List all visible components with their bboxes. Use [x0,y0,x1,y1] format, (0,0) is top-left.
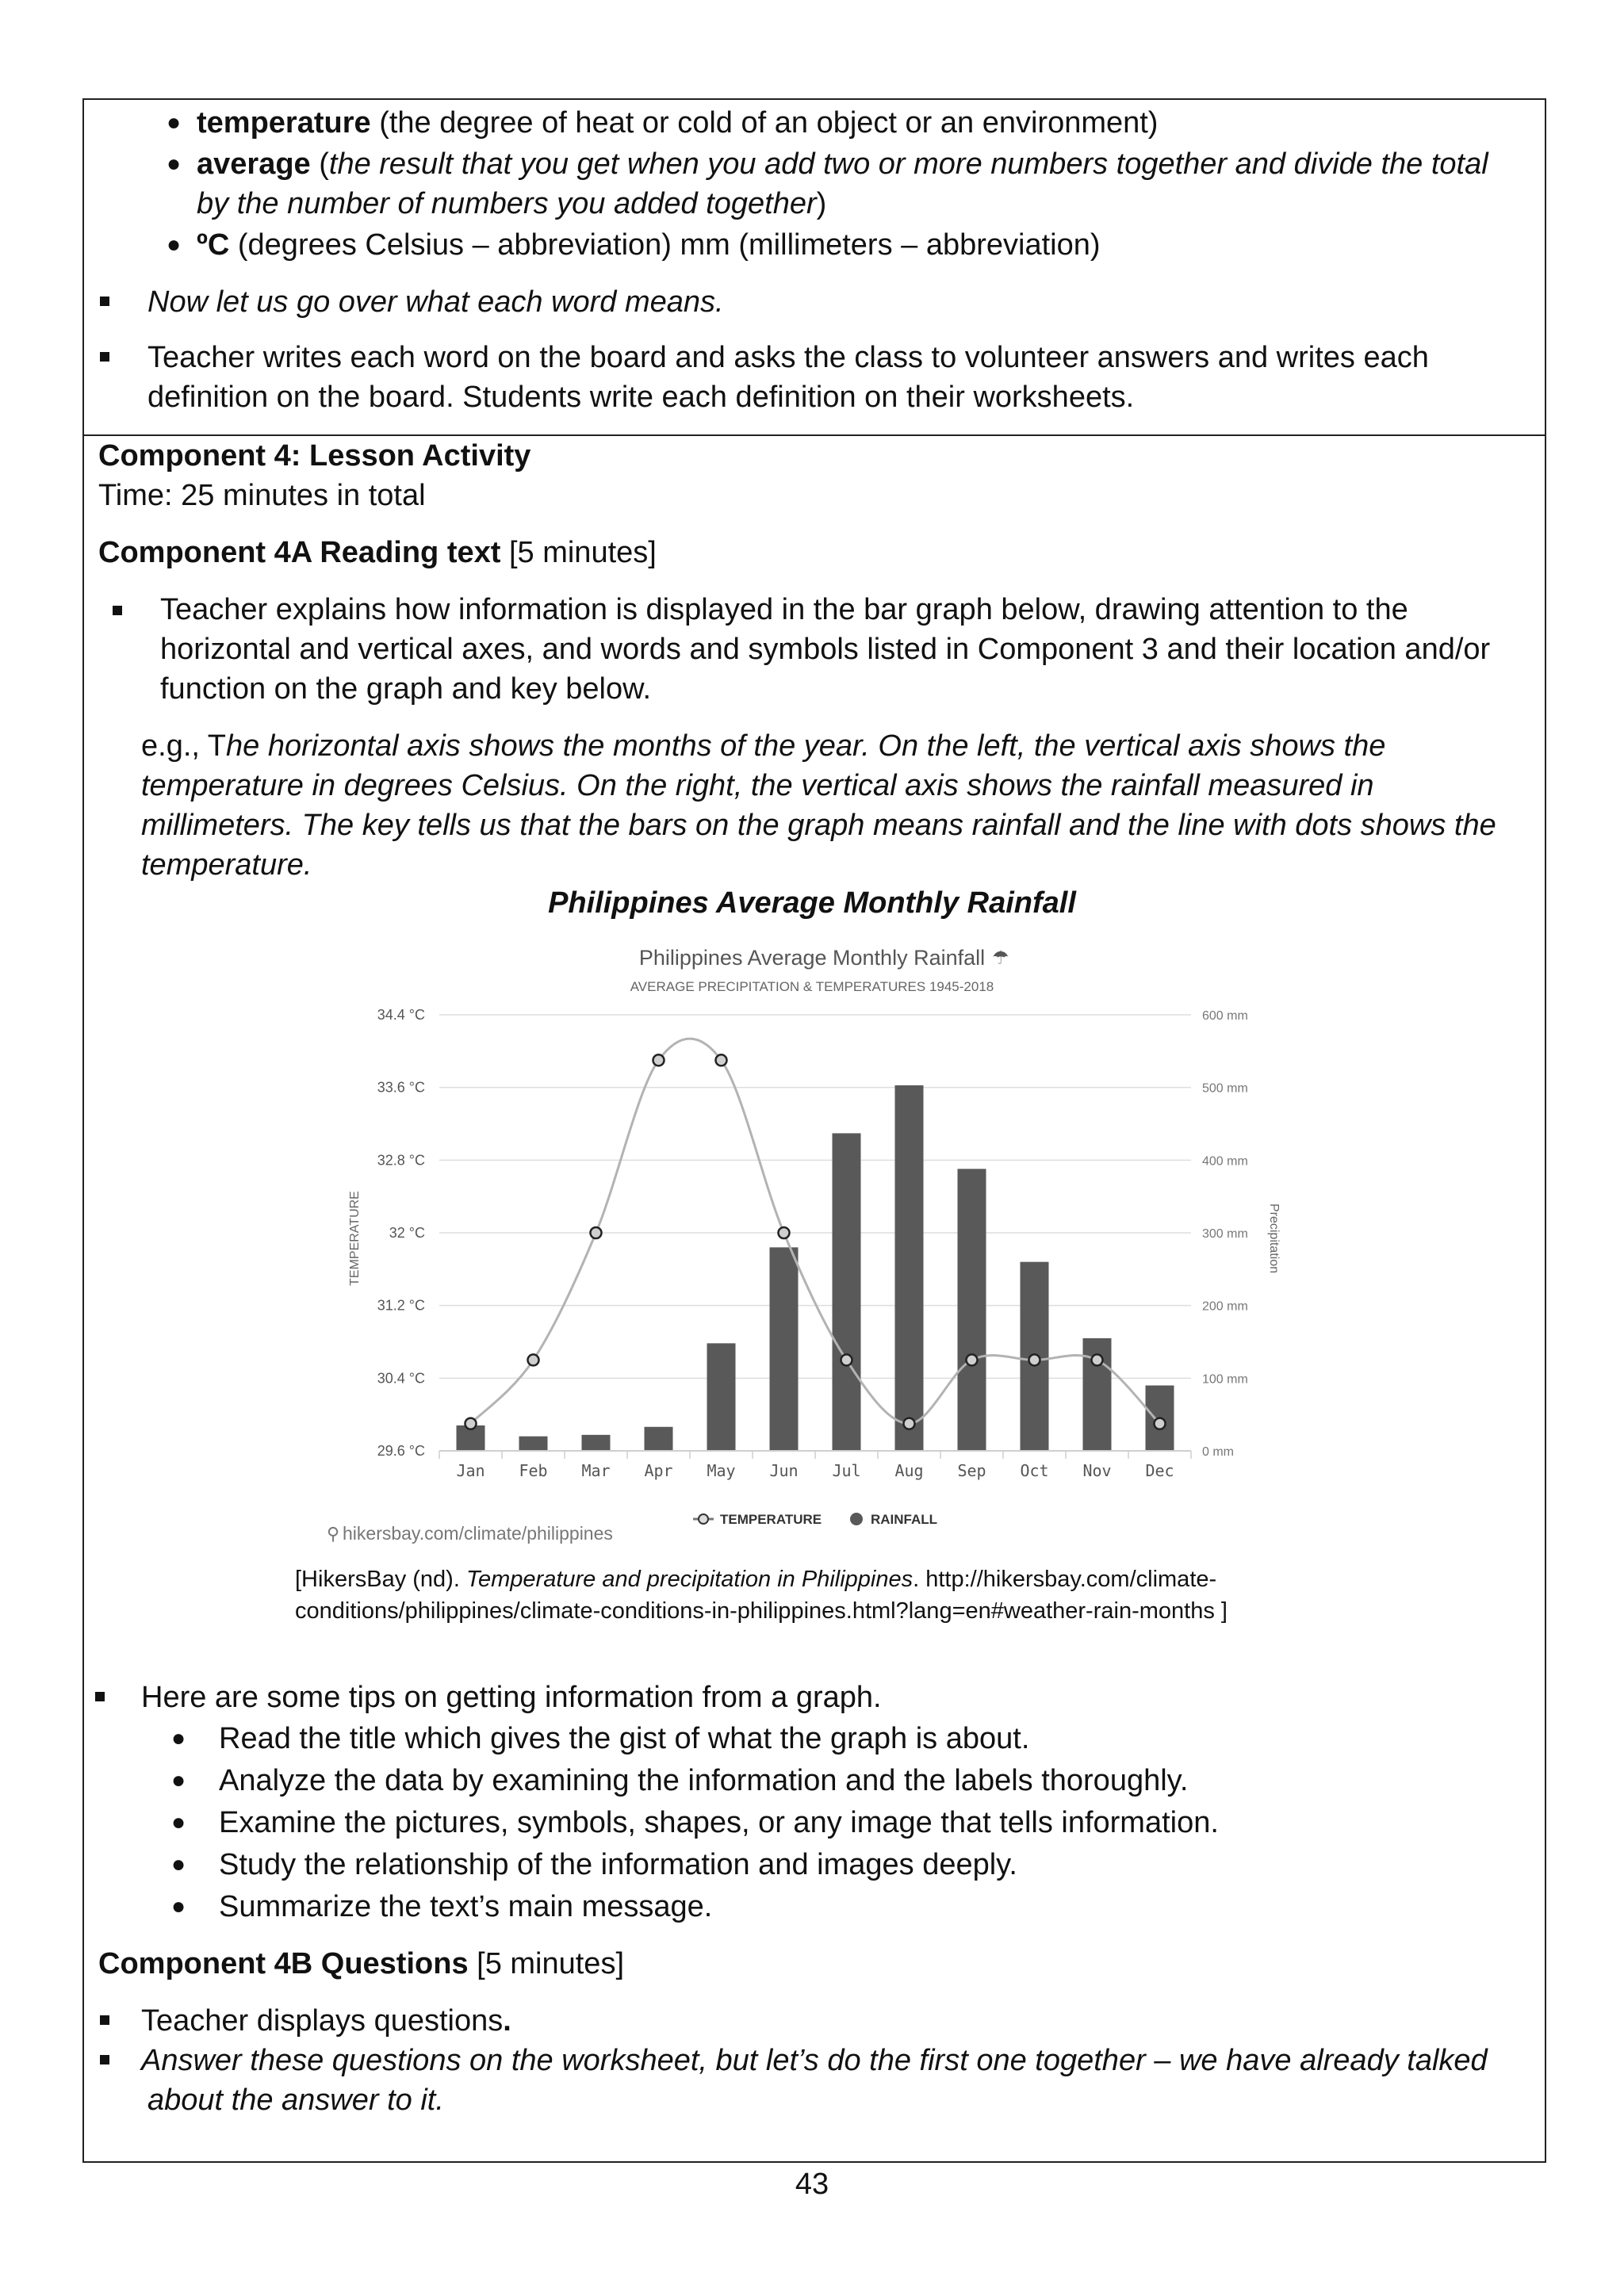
temperature-marker [528,1354,539,1365]
citation-cont: conditions/philippines/climate-conditions-in-philippines.html?lang=en#weather-rain-months ] [295,1598,1228,1624]
square-bullet [100,2015,109,2025]
left-tick-label: 29.6 °C [377,1443,425,1459]
left-axis-label: TEMPERATURE [348,1191,362,1286]
right-tick-label: 400 mm [1202,1154,1248,1169]
vocab-average-cont [197,184,826,224]
right-tick-label: 300 mm [1202,1227,1248,1241]
map-pin-icon: ⚲ [327,1524,340,1544]
answer-instruction-cont: about the answer to it. [147,2084,444,2117]
bullet-dot: ● [167,109,182,136]
component-4b-heading [98,1944,624,1984]
vocab-definition: (the degree of heat or cold of an object or an environment) [370,106,1159,140]
rainfall-bar [895,1085,924,1451]
temperature-marker [653,1054,665,1066]
component-4a-title: Component 4A Reading text [98,536,501,569]
x-tick-label: Sep [957,1461,986,1480]
chart-grid [439,1015,1191,1451]
rainfall-temperature-chart [320,937,1304,1548]
teacher-writes-text-cont: definition on the board. Students write each definition on their worksheets. [147,381,1135,414]
explain-text-3: function on the graph and key below. [160,672,652,706]
vocab-term: temperature [197,106,371,140]
bullet-dot: ● [171,1893,186,1919]
tip-item: Study the relationship of the information and images deeply. [219,1848,1017,1881]
vocab-definition: by the number of numbers you added together [197,187,817,220]
example-text-4: temperature. [141,848,312,882]
explain-text: Teacher explains how information is displayed in the bar graph below, drawing attention to the [160,593,1408,626]
page-number: 43 [795,2168,829,2201]
left-tick-label: 31.2 °C [377,1297,425,1314]
rainfall-bar [519,1437,548,1451]
component-4-heading: Component 4: Lesson Activity [98,439,531,473]
citation-prefix: [HikersBay (nd). [295,1567,466,1592]
right-tick-label: 100 mm [1202,1372,1248,1387]
vocab-definition: the result that you get when you add two or more numbers together and divide the total [328,147,1488,181]
rainfall-bar [833,1133,861,1451]
citation-url: . http://hikersbay.com/climate- [913,1567,1217,1592]
vocab-average [197,144,1488,184]
square-bullet [100,352,109,362]
rainfall-bar [645,1427,673,1451]
x-tick-label: Dec [1145,1461,1174,1480]
temperature-marker [1155,1418,1166,1429]
vocab-term: ºC [197,228,230,262]
figure-title: Philippines Average Monthly Rainfall [548,886,1076,920]
bullet-dot: ● [167,151,182,177]
explain-text-2: horizontal and vertical axes, and words and symbols listed in Component 3 and their location and/or [160,633,1491,666]
x-tick-label: May [707,1461,736,1480]
tip-item: Summarize the text’s main message. [219,1890,713,1923]
vocab-celsius [197,225,1101,265]
x-tick-label: Oct [1020,1461,1049,1480]
example-text [141,726,1385,766]
tips-intro: Here are some tips on getting information from a graph. [141,1681,882,1714]
tip-item: Examine the pictures, symbols, shapes, or any image that tells information. [219,1806,1219,1839]
rainfall-bar [770,1247,799,1451]
example-text-3: millimeters. The key tells us that the bars on the graph means rainfall and the line with dots shows the [141,809,1496,842]
right-tick-label: 0 mm [1202,1445,1234,1459]
temperature-marker [967,1354,978,1365]
component-4a-heading [98,533,657,572]
left-tick-label: 32 °C [389,1225,425,1241]
chart-subtitle: AVERAGE PRECIPITATION & TEMPERATURES 1945-2018 [630,979,994,994]
bullet-dot: ● [171,1809,186,1835]
left-tick-label: 30.4 °C [377,1370,425,1387]
example-line: he horizontal axis shows the months of the year. On the left, the vertical axis shows the [226,729,1386,763]
displays-label: Teacher displays questions [141,2004,504,2038]
temperature-marker [591,1227,602,1238]
temperature-marker [716,1054,727,1066]
left-tick-label: 34.4 °C [377,1007,425,1023]
legend-temperature-marker [699,1514,708,1524]
tip-item: Analyze the data by examining the information and the labels thoroughly. [219,1764,1189,1797]
x-axis-ticks [439,1451,1191,1480]
bullet-dot: ● [171,1767,186,1793]
temperature-marker [1092,1354,1103,1365]
rainfall-bars [457,1085,1174,1451]
rainfall-bar [707,1343,736,1451]
vocab-open-paren: ( [310,147,329,181]
vocab-term: average [197,147,311,181]
legend-rainfall-label: RAINFALL [871,1512,938,1527]
umbrella-icon: ☂ [992,947,1009,969]
vocab-temperature [197,103,1158,143]
x-tick-label: Jul [832,1461,861,1480]
bullet-dot: ● [167,232,182,258]
component-4a-time: [5 minutes] [500,536,657,569]
temperature-markers [465,1054,1166,1429]
x-tick-label: Mar [581,1461,611,1480]
right-tick-label: 600 mm [1202,1009,1248,1023]
rainfall-bar [582,1435,611,1451]
square-bullet [95,1692,105,1701]
teacher-writes-text: Teacher writes each word on the board and asks the class to volunteer answers and writes each [147,341,1429,374]
x-tick-label: Jun [769,1461,799,1480]
x-tick-label: Nov [1082,1461,1112,1480]
right-axis-ticks [1202,1009,1248,1459]
right-tick-label: 200 mm [1202,1299,1248,1314]
temperature-marker [904,1418,915,1429]
go-over-text: Now let us go over what each word means. [147,285,724,319]
chart-source: hikersbay.com/climate/philippines [343,1523,613,1544]
legend-rainfall-marker [850,1513,863,1525]
component-4-time: Time: 25 minutes in total [98,479,426,512]
x-tick-label: Jan [456,1461,485,1480]
legend-temperature-label: TEMPERATURE [720,1512,822,1527]
temperature-marker [841,1354,852,1365]
example-prefix: e.g., T [141,729,227,763]
square-bullet [100,297,109,306]
left-tick-label: 33.6 °C [377,1079,425,1096]
temperature-marker [465,1418,477,1429]
component-4b-time: [5 minutes] [468,1947,624,1980]
bullet-dot: ● [171,1725,186,1751]
chart-legend [693,1512,937,1527]
temperature-marker [1029,1354,1040,1365]
right-tick-label: 500 mm [1202,1081,1248,1096]
x-tick-label: Apr [644,1461,673,1480]
answer-instruction: Answer these questions on the worksheet, but let’s do the first one together – we have already talked [141,2044,1488,2077]
citation [295,1563,1216,1595]
square-bullet [113,606,122,615]
chart-title: Philippines Average Monthly Rainfall [638,946,986,970]
tip-item: Read the title which gives the gist of what the graph is about. [219,1722,1030,1755]
displays-text [141,2001,511,2041]
vocab-definition: (degrees Celsius – abbreviation) mm (millimeters – abbreviation) [229,228,1101,262]
example-text-2: temperature in degrees Celsius. On the right, the vertical axis shows the rainfall measured in [141,769,1374,802]
square-bullet [100,2055,109,2064]
left-tick-label: 32.8 °C [377,1152,425,1169]
x-tick-label: Feb [519,1461,548,1480]
bullet-dot: ● [171,1851,186,1877]
displays-period: . [503,2004,511,2038]
component-4b-title: Component 4B Questions [98,1947,469,1980]
right-axis-label: Precipitation [1267,1203,1281,1274]
rainfall-bar [958,1169,986,1451]
x-tick-label: Aug [894,1461,924,1480]
temperature-line [471,1039,1160,1424]
vocab-close-paren: ) [816,187,827,220]
citation-title: Temperature and precipitation in Philippines [465,1567,914,1592]
temperature-marker [779,1227,790,1238]
left-axis-ticks [377,1007,425,1459]
